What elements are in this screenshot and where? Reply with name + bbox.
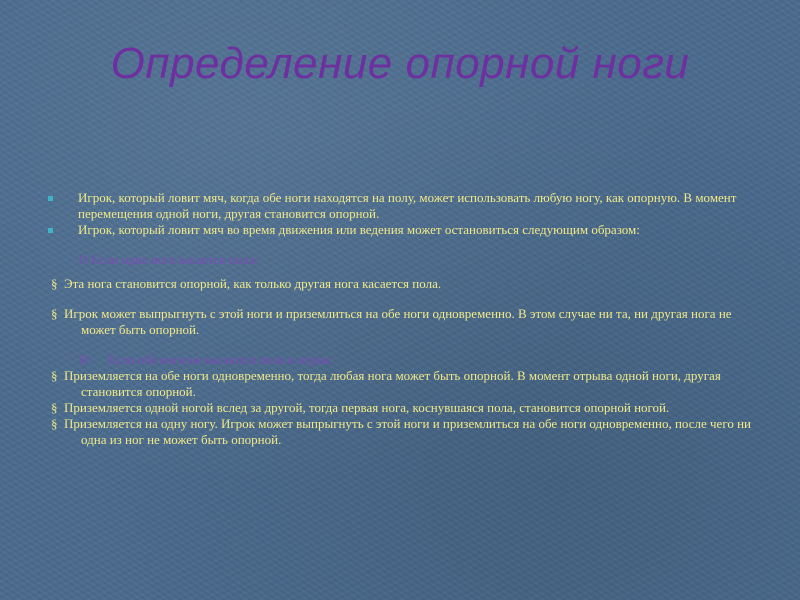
list-item xyxy=(46,306,756,338)
section-marker: О xyxy=(79,252,89,267)
item-marker: § xyxy=(51,276,58,291)
bullet-item xyxy=(46,190,756,222)
item-text: Приземляется одной ногой вслед за другой, тогда первая нога, коснувшаяся пола, становится опорной ногой. xyxy=(64,400,670,415)
item-text: Игрок может выпрыгнуть с этой ноги и приземлиться на обе ноги одновременно. В этом случае ни та, ни другая нога не может быть опорной. xyxy=(64,306,732,337)
section-header-text: Если одна нога касается пола: xyxy=(91,252,258,267)
item-text: Эта нога становится опорной, как только другая нога касается пола. xyxy=(64,276,442,291)
item-marker: § xyxy=(51,306,58,321)
list-item xyxy=(46,400,756,416)
item-marker: § xyxy=(51,368,58,383)
item-marker: § xyxy=(51,416,58,431)
section-header xyxy=(46,352,756,368)
bullet-item xyxy=(46,222,756,238)
section-header-text: Если обе ноги не касаются пола и игрок: xyxy=(107,352,334,367)
list-item xyxy=(46,368,756,400)
section-header xyxy=(46,252,756,268)
list-item xyxy=(46,276,756,292)
list-item xyxy=(46,416,756,448)
square-bullet-icon xyxy=(48,196,53,201)
slide-content xyxy=(46,190,756,448)
item-text: Приземляется на одну ногу. Игрок может выпрыгнуть с этой ноги и приземлиться на обе ноги одновременно, после чего ни одна из ног не может быть опорной. xyxy=(64,416,751,447)
item-marker: § xyxy=(51,400,58,415)
square-bullet-icon xyxy=(48,228,53,233)
bullet-text: Игрок, который ловит мяч, когда обе ноги находятся на полу, может использовать любую ногу, как опорную. В момент перемещения одной ноги, другая становится опорной. xyxy=(78,190,737,221)
slide-title: Определение опорной ноги xyxy=(110,39,690,88)
section-marker: Ø xyxy=(79,352,89,367)
bullet-text: Игрок, который ловит мяч во время движения или ведения может остановиться следующим образом: xyxy=(78,222,640,237)
item-text: Приземляется на обе ноги одновременно, тогда любая нога может быть опорной. В момент отрыва одной ноги, другая становится опорной. xyxy=(64,368,721,399)
